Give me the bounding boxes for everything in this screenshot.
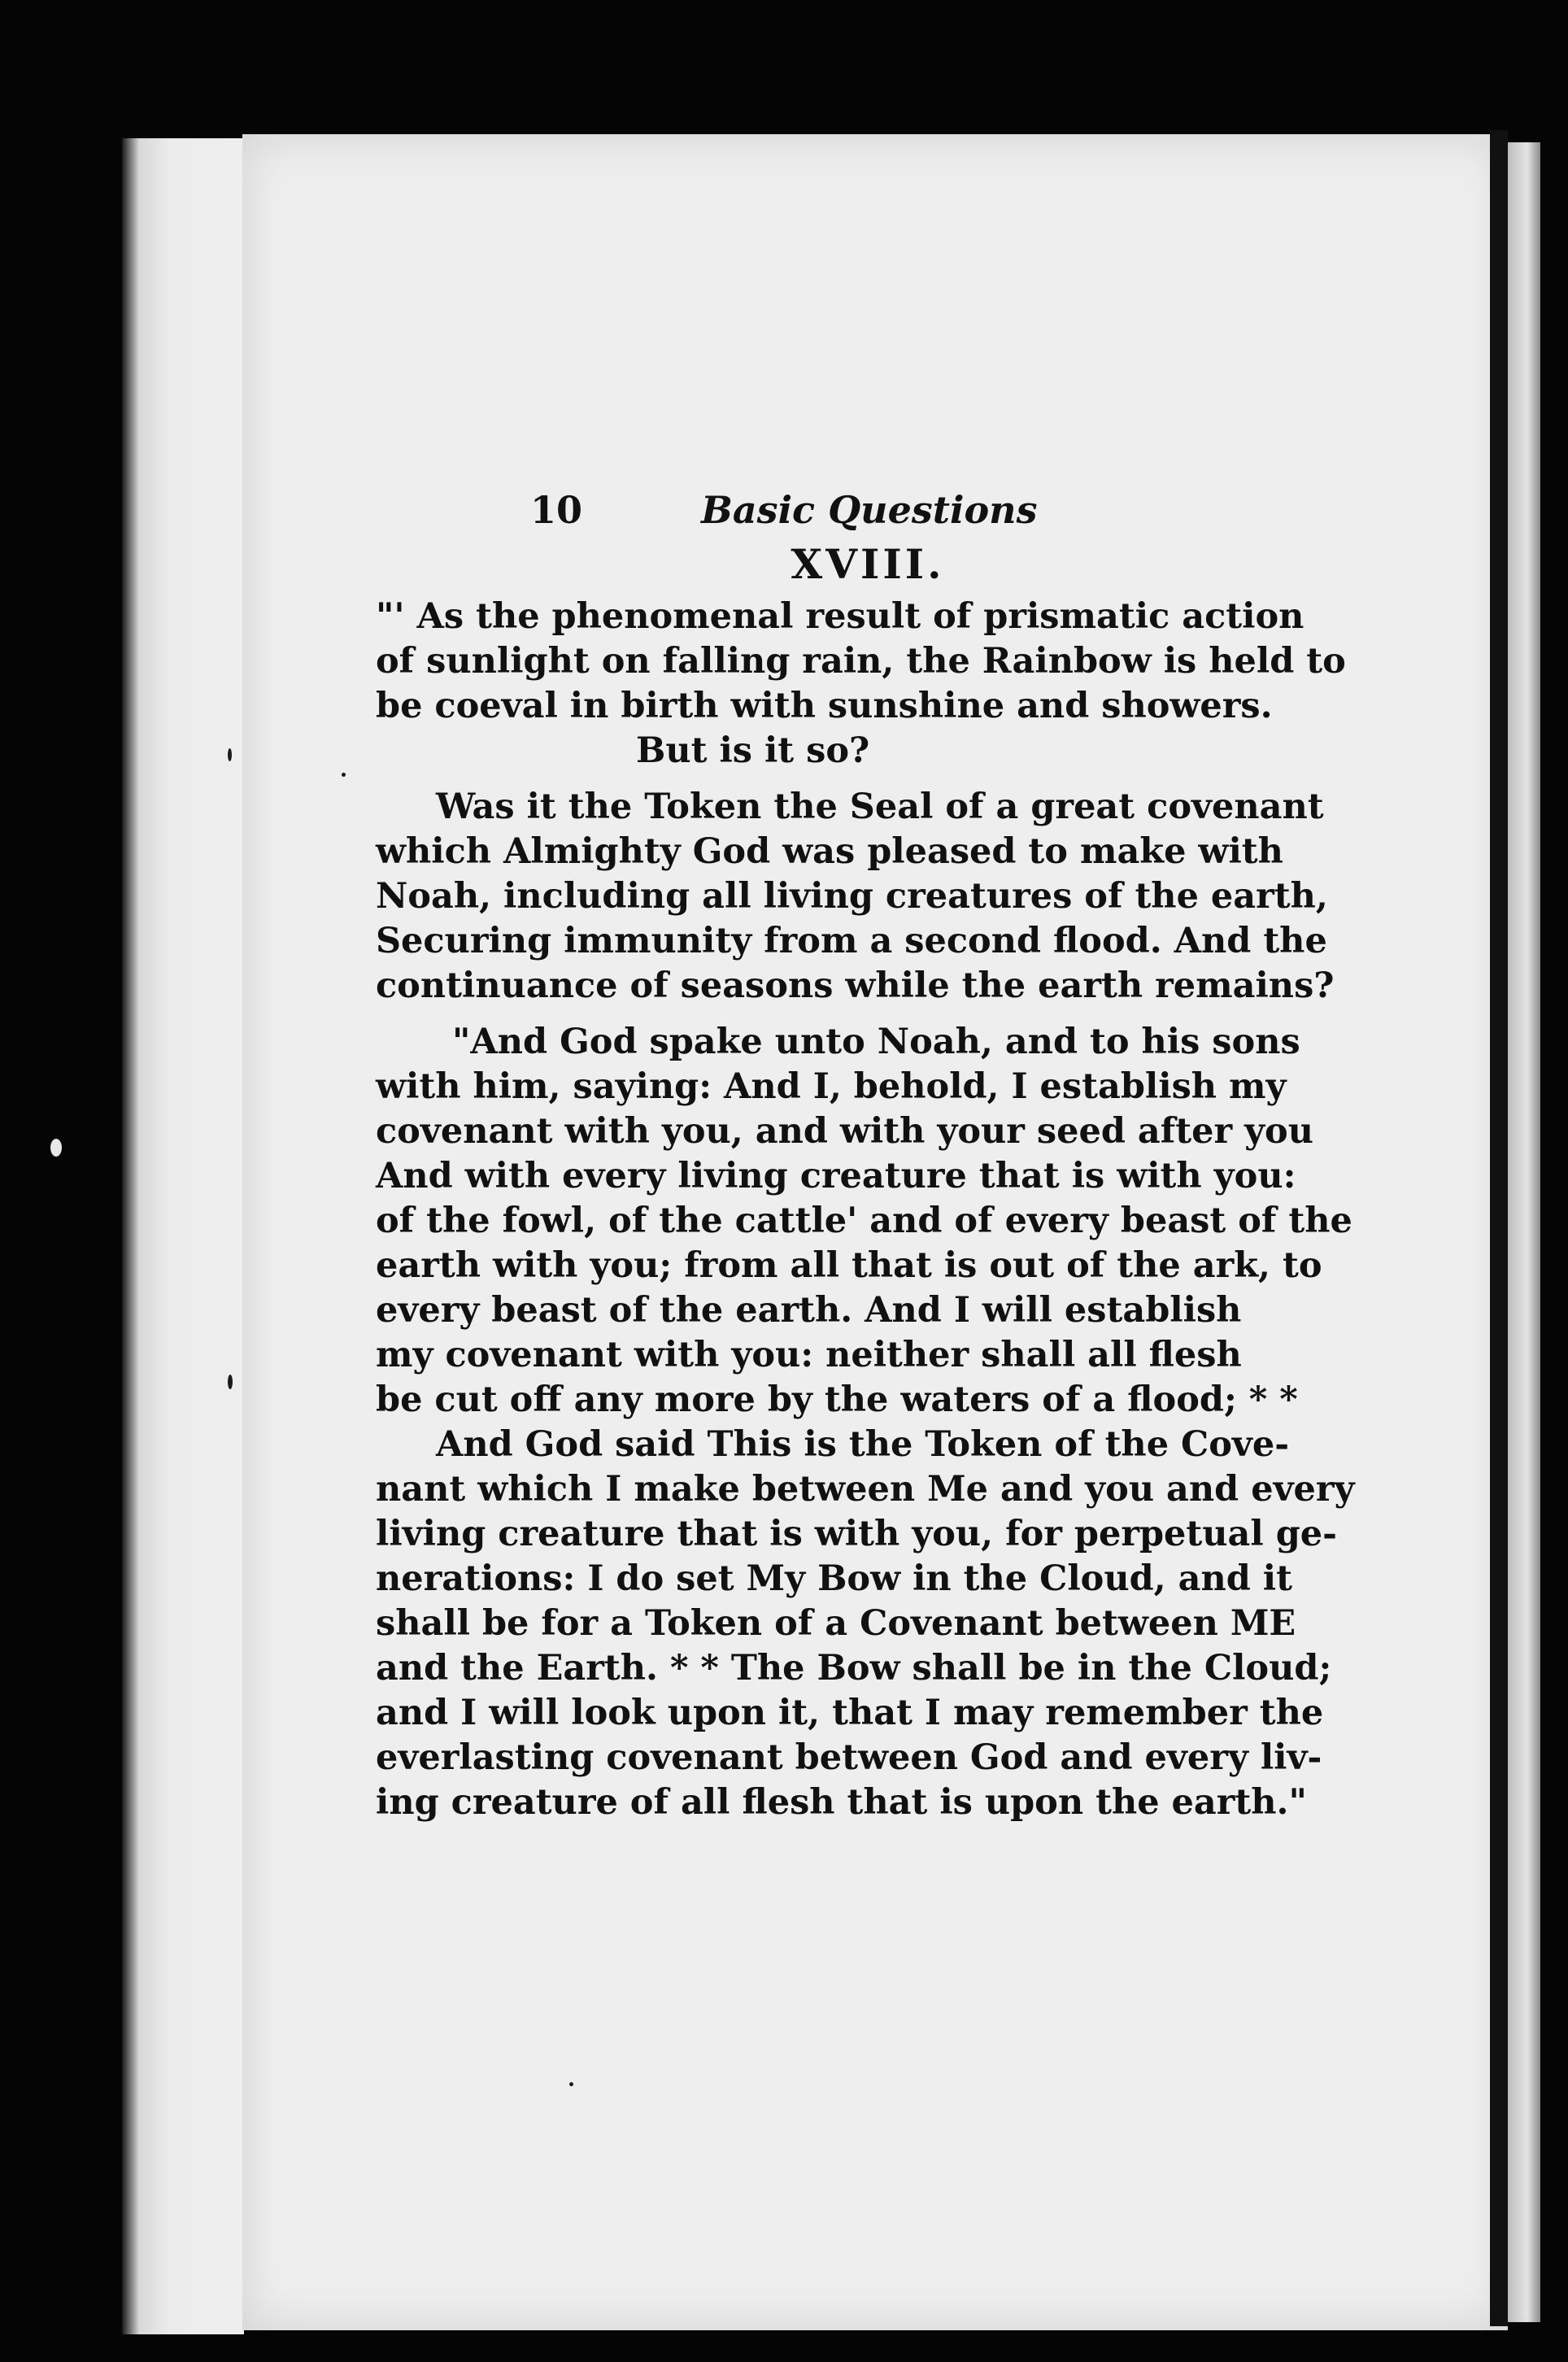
page-right-gutter [1490, 130, 1508, 2326]
text-line: Noah, including all living creatures of the earth, [376, 876, 1328, 917]
scripture-quote-one [376, 1020, 1352, 1423]
text-line: be coeval in birth with sunshine and showers. [376, 686, 1273, 726]
text-line: "' As the phenomenal result of prismatic action [376, 596, 1304, 637]
page-left-edge [122, 138, 244, 2334]
section-numeral: XVIII. [791, 540, 945, 588]
text-line: of the fowl, of the cattle' and of every beast of the [376, 1201, 1352, 1241]
text-line: ing creature of all flesh that is upon the earth." [376, 1782, 1307, 1823]
text-line: nerations: I do set My Bow in the Cloud, and it [376, 1558, 1292, 1599]
text-line: continuance of seasons while the earth remains? [376, 965, 1335, 1006]
scripture-quote-two [376, 1423, 1355, 1825]
scan-speck [342, 773, 346, 777]
running-title: Basic Questions [701, 488, 1038, 532]
text-line: "And God spake unto Noah, and to his sons [452, 1022, 1300, 1062]
text-line: And with every living creature that is with you: [376, 1156, 1296, 1196]
adjacent-page-edge [1508, 142, 1540, 2322]
text-line: which Almighty God was pleased to make with [376, 831, 1283, 872]
scan-speck [228, 1375, 233, 1389]
text-line: be cut off any more by the waters of a flood; * * [376, 1379, 1298, 1420]
page-text [376, 488, 1355, 1825]
running-head [376, 488, 1262, 540]
scan-speck [569, 2082, 573, 2086]
text-line: But is it so? [636, 730, 870, 771]
text-line: with him, saying: And I, behold, I establish my [376, 1066, 1287, 1107]
page-number: 10 [530, 488, 583, 532]
text-line: nant which I make between Me and you and every [376, 1469, 1355, 1510]
scan-speck [228, 748, 232, 761]
text-line: covenant with you, and with your seed after you [376, 1111, 1314, 1152]
scan-speck [50, 1139, 62, 1157]
text-line: and I will look upon it, that I may remember the [376, 1693, 1324, 1733]
text-line: living creature that is with you, for perpetual ge- [376, 1514, 1337, 1554]
text-line: of sunlight on falling rain, the Rainbow is held to [376, 641, 1346, 682]
text-line: earth with you; from all that is out of the ark, to [376, 1245, 1322, 1286]
text-line: Was it the Token the Seal of a great covenant [436, 787, 1324, 827]
text-line: everlasting covenant between God and every liv- [376, 1737, 1322, 1778]
text-line: Securing immunity from a second flood. And the [376, 921, 1327, 961]
text-line: every beast of the earth. And I will establish [376, 1290, 1242, 1331]
text-line: And God said This is the Token of the Cove- [436, 1424, 1290, 1465]
intro-paragraph [376, 595, 1346, 774]
question-paragraph [376, 785, 1335, 1009]
text-line: and the Earth. * * The Bow shall be in the Cloud; [376, 1648, 1332, 1689]
text-line: shall be for a Token of a Covenant between ME [376, 1603, 1296, 1644]
text-line: my covenant with you: neither shall all flesh [376, 1335, 1242, 1375]
